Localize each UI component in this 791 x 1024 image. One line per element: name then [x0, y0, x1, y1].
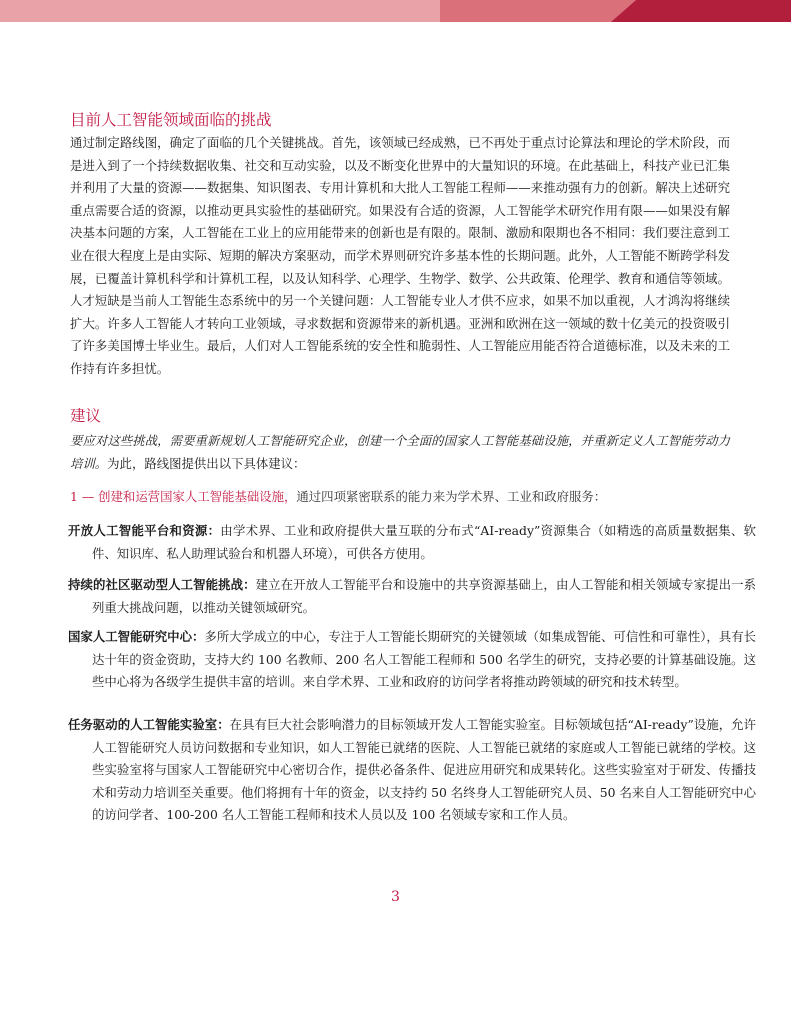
- band-light-stripe: [0, 0, 440, 22]
- item-term: 持续的社区驱动型人工智能挑战：: [68, 577, 256, 592]
- list-item-national-research-centers: [68, 626, 756, 694]
- item-text: 建立在开放人工智能平台和设施中的共享资源基础上，由人工智能和相关领域专家提出一系列重大挑战问题，以推动关键领域研究。: [92, 577, 757, 615]
- item-text: 多所大学成立的中心，专注于人工智能长期研究的关键领域（如集成智能、可信性和可靠性），具有长达十年的资金资助，支持大约 100 名教师、200 名人工智能工程师和 500 名学生的研究，支持必要的计算基础设施。这些中心将为各级学生提供丰富的培训。来自学术界、工业和政府的访问学者将推动跨领域的研究和技术转型。: [92, 629, 756, 690]
- item-term: 国家人工智能研究中心：: [68, 629, 205, 644]
- section-heading-recommendations: 建议: [70, 407, 102, 425]
- challenges-paragraph: 通过制定路线图，确定了面临的几个关键挑战。首先，该领域已经成熟，已不再处于重点讨论算法和理论的学术阶段，而是进入到了一个持续数据收集、社交和互动实验，以及不断变化世界中的大量知识的环境。在此基础上，科技产业已汇集并利用了大量的资源——数据集、知识图表、专用计算机和大批人工智能工程师——来推动强有力的创新。解决上述研究重点需要合适的资源，以推动更具实验性的基础研究。如果没有合适的资源，人工智能学术研究作用有限——如果没有解决基本问题的方案，人工智能在工业上的应用能带来的创新也是有限的。限制、激励和限期也各不相同：我们要注意到工业在很大程度上是由实际、短期的解决方案驱动，而学术界则研究许多基本性的长期问题。此外，人工智能不断跨学科发展，已覆盖计算机科学和计算机工程，以及认知科学、心理学、生物学、数学、公共政策、伦理学、教育和通信等领域。人才短缺是当前人工智能生态系统中的另一个关键问题：人工智能专业人才供不应求，如果不加以重视，人才鸿沟将继续扩大。许多人工智能人才转向工业领域，寻求数据和资源带来的新机遇。亚洲和欧洲在这一领域的数十亿美元的投资吸引了许多美国博士毕业生。最后，人们对人工智能系统的安全性和脆弱性、人工智能应用能否符合道德标准，以及未来的工作持有许多担忧。: [70, 135, 730, 376]
- section-heading-challenges: 目前人工智能领域面临的挑战: [70, 111, 272, 129]
- recommendation-1-line: [70, 486, 750, 508]
- item-term: 开放人工智能平台和资源：: [68, 523, 221, 538]
- list-item-open-ai-platform: [68, 520, 756, 565]
- top-decorative-band: [0, 0, 791, 22]
- item-text: 由学术界、工业和政府提供大量互联的分布式“AI-ready”资源集合（如精选的高质量数据集、软件、知识库、私人助理试验台和机器人环境），可供各方使用。: [92, 523, 756, 561]
- recommendation-1-description: 通过四项紧密联系的能力来为学术界、工业和政府服务：: [296, 489, 607, 504]
- band-dark-stripe: [611, 0, 791, 22]
- recommendation-1-title: 1 — 创建和运营国家人工智能基础设施，: [70, 489, 297, 504]
- recommendations-intro: [70, 430, 730, 475]
- intro-plain-text: 为此，路线图提供出以下具体建议：: [107, 455, 306, 471]
- intro-italic-text: 要应对这些挑战，需要重新规划人工智能研究企业，创建一个全面的国家人工智能基础设施，并重新定义人工智能劳动力培训。: [70, 433, 730, 471]
- list-item-community-challenges: [68, 574, 756, 619]
- page-number: 3: [391, 889, 400, 905]
- item-text: 在具有巨大社会影响潜力的目标领域开发人工智能实验室。目标领域包括“AI-ready”设施，允许人工智能研究人员访问数据和专业知识，如人工智能已就绪的医院、人工智能已就绪的家庭或人工智能已就绪的学校。这些实验室将与国家人工智能研究中心密切合作，提供必备条件、促进应用研究和成果转化。这些实验室对于研发、传播技术和劳动力培训至关重要。他们将拥有十年的资金，以支持约 50 名终身人工智能研究人员、50 名来自人工智能研究中心的访问学者、100-200 名人工智能工程师和技术人员以及 100 名领域专家和工作人员。: [92, 717, 757, 823]
- list-item-mission-driven-labs: [68, 714, 756, 827]
- item-term: 任务驱动的人工智能实验室：: [68, 717, 230, 732]
